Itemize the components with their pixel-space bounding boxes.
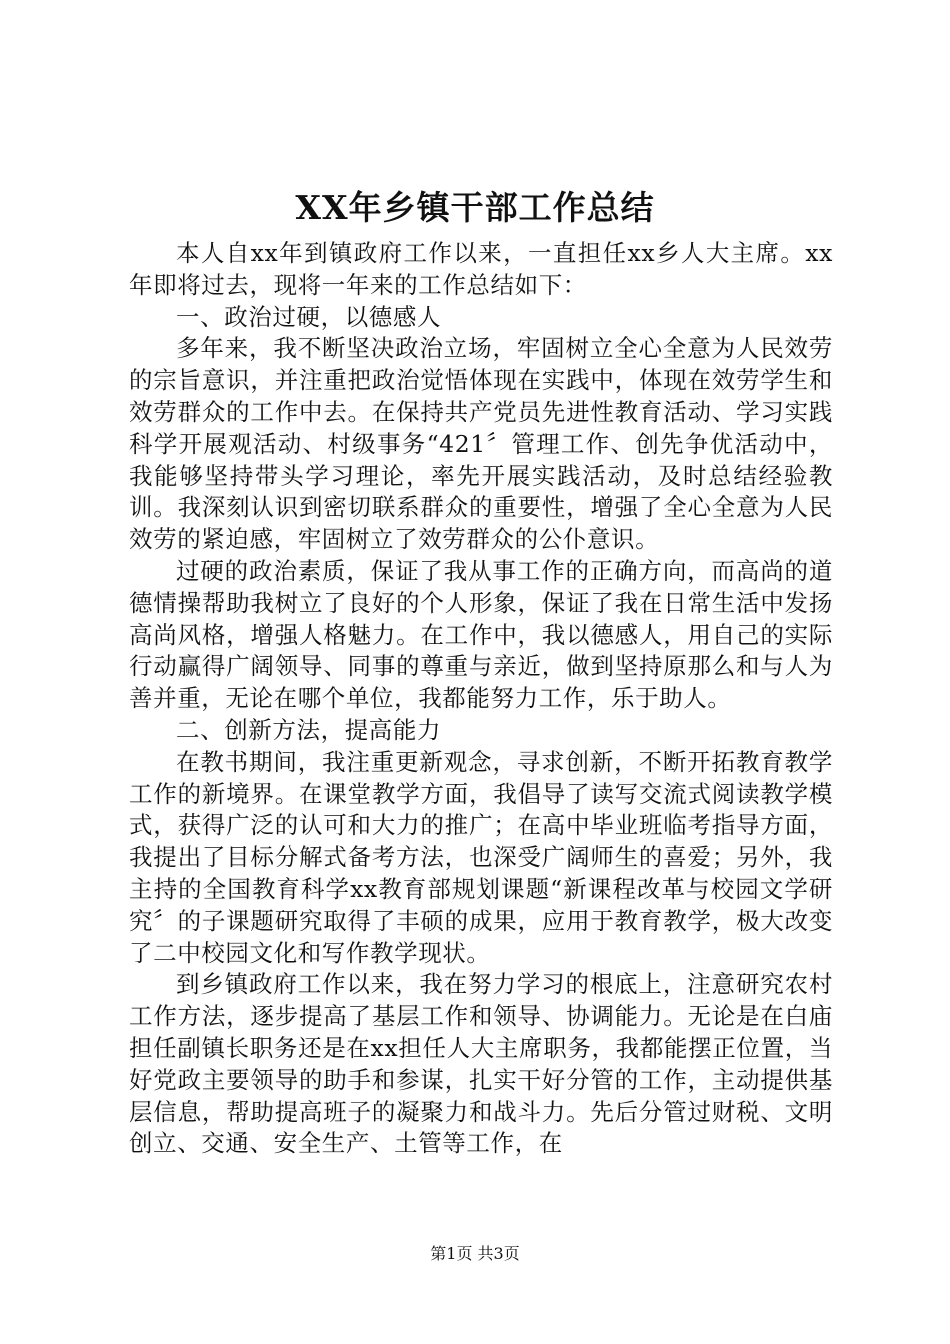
paragraph: 到乡镇政府工作以来，我在努力学习的根底上，注意研究农村工作方法，逐步提高了基层工作和领导、协调能力。无论是在白庙担任副镇长职务还是在xx担任人大主席职务，我都能摆正位置，当好党政主要领导的助手和参谋，扎实干好分管的工作，主动提供基层信息，帮助提高班子的凝聚力和战斗力。先后分管过财税、文明创立、交通、安全生产、土管等工作，在 <box>129 970 833 1158</box>
document-body <box>129 238 833 1160</box>
document-title: XX年乡镇干部工作总结 <box>295 188 655 227</box>
section-heading-1: 一、政治过硬，以德感人 <box>176 302 442 331</box>
page-number: 第1页 共3页 <box>430 1244 520 1263</box>
section-heading-2: 二、创新方法，提高能力 <box>176 715 442 744</box>
paragraph: 过硬的政治素质，保证了我从事工作的正确方向，而高尚的道德情操帮助我树立了良好的个人形象，保证了我在日常生活中发扬高尚风格，增强人格魅力。在工作中，我以德感人，用自己的实际行动赢得广阔领导、同事的尊重与亲近，做到坚持原那么和与人为善并重，无论在哪个单位，我都能努力工作，乐于助人。 <box>129 556 833 713</box>
paragraph: 在教书期间，我注重更新观念，寻求创新，不断开拓教育教学工作的新境界。在课堂教学方面，我倡导了读写交流式阅读教学模式，获得广泛的认可和大力的推广；在高中毕业班临考指导方面，我提出了目标分解式备考方法，也深受广阔师生的喜爱；另外，我主持的全国教育科学xx教育部规划课题“新课程改革与校园文学研究〞的子课题研究取得了丰硕的成果，应用于教育教学，极大改变了二中校园文化和写作教学现状。 <box>129 747 833 967</box>
paragraph: 多年来，我不断坚决政治立场，牢固树立全心全意为人民效劳的宗旨意识，并注重把政治觉悟体现在实践中，体现在效劳学生和效劳群众的工作中去。在保持共产党员先进性教育活动、学习实践科学开展观活动、村级事务“421〞管理工作、创先争优活动中，我能够坚持带头学习理论，率先开展实践活动，及时总结经验教训。我深刻认识到密切联系群众的重要性，增强了全心全意为人民效劳的紧迫感，牢固树立了效劳群众的公仆意识。 <box>129 334 833 554</box>
paragraph-intro: 本人自xx年到镇政府工作以来，一直担任xx乡人大主席。xx年即将过去，现将一年来的工作总结如下： <box>129 239 833 299</box>
